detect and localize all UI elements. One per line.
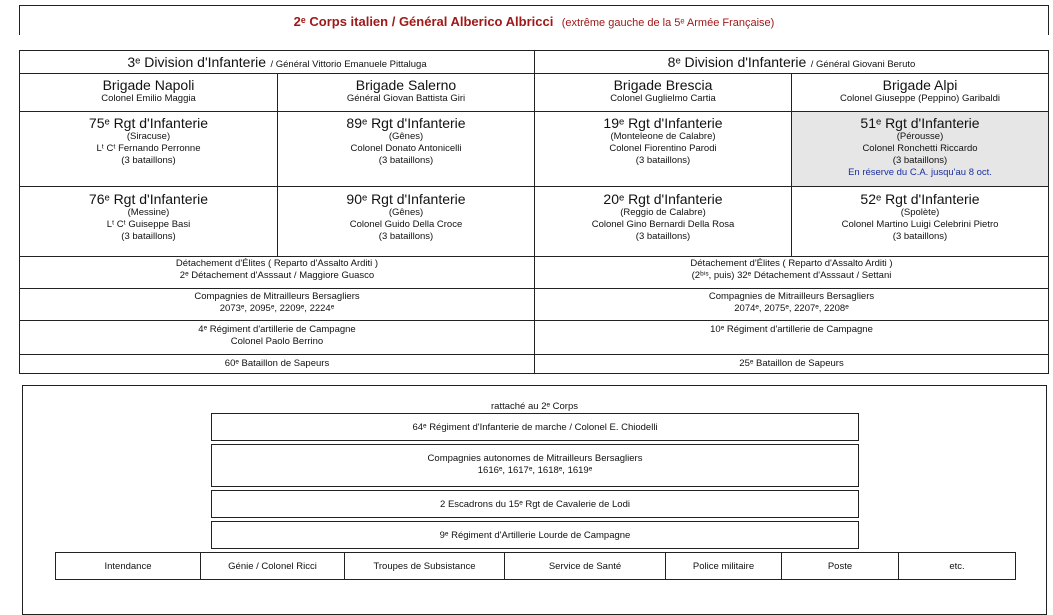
corps-troops-panel — [22, 385, 1047, 615]
brigade-brescia — [535, 77, 791, 105]
brigade-commander: Colonel Guglielmo Cartia — [610, 93, 716, 104]
elite-line-1: Détachement d'Élites ( Reparto d'Assalto Arditi ) — [175, 258, 379, 269]
mg-line-2: 2074ᵉ, 2075ᵉ, 2207ᵉ, 2208ᵉ — [734, 303, 849, 314]
division-8-sappers — [535, 358, 1048, 370]
regiment-52 — [792, 191, 1048, 243]
regiment-51 — [792, 112, 1048, 186]
brigade-commander: Colonel Emilio Maggia — [101, 93, 196, 104]
service-intendance: Intendance — [104, 561, 152, 572]
division-3-mg — [20, 291, 534, 315]
cavalry-label: 2 Escadrons du 15ᵉ Rgt de Cavalerie de Lodi — [440, 499, 630, 510]
regiment-name: 76ᵉ Rgt d'Infanterie — [88, 191, 209, 207]
heavy-artillery-label: 9ᵉ Régiment d'Artillerie Lourde de Campagne — [439, 530, 631, 541]
brigade-name: Brigade Alpi — [882, 77, 958, 93]
mg-line-2: 1616ᵉ, 1617ᵉ, 1618ᵉ, 1619ᵉ — [477, 465, 593, 476]
regiment-battalions: (3 bataillons) — [378, 231, 434, 242]
mg-line-1: Compagnies de Mitrailleurs Bersagliers — [708, 291, 875, 302]
regiment-19 — [535, 115, 791, 167]
regiment-origin: (Siracuse) — [126, 131, 171, 142]
regiment-commander: Lᵗ Cᵗ Fernando Perronne — [96, 143, 201, 154]
elite-line-2: (2ᵇⁱˢ, puis) 32ᵉ Détachement d'Asssaut / Settani — [691, 270, 892, 281]
regiment-name: 19ᵉ Rgt d'Infanterie — [603, 115, 723, 131]
header-line — [20, 13, 1048, 31]
divisions-table — [19, 50, 1049, 374]
brigade-napoli — [20, 77, 277, 105]
division-3-header — [20, 54, 534, 72]
regiment-origin: (Messine) — [127, 207, 170, 218]
regiment-89 — [278, 115, 534, 167]
regiment-origin: (Reggio de Calabre) — [620, 207, 706, 218]
elite-line-1: Détachement d'Élites ( Reparto d'Assalto Arditi ) — [690, 258, 893, 269]
regiment-battalions: (3 bataillons) — [121, 231, 176, 242]
artillery-line-2: Colonel Paolo Berrino — [230, 336, 324, 347]
regiment-commander: Lᵗ Cᵗ Guiseppe Basi — [106, 219, 191, 230]
brigade-commander: Général Giovan Battista Giri — [346, 93, 466, 104]
artillery-line-1: 10ᵉ Régiment d'artillerie de Campagne — [710, 324, 873, 335]
brigade-name: Brigade Napoli — [102, 77, 195, 93]
division-3-artillery — [20, 324, 534, 348]
division-3-commander: / Général Vittorio Emanuele Pittaluga — [270, 59, 427, 70]
regiment-commander: Colonel Guido Della Croce — [349, 219, 463, 230]
regiment-20 — [535, 191, 791, 243]
brigade-name: Brigade Salerno — [355, 77, 457, 93]
regiment-origin: (Spolète) — [900, 207, 940, 218]
regiment-75 — [20, 115, 277, 167]
service-genie: Génie / Colonel Ricci — [228, 561, 317, 572]
regiment-battalions: (3 bataillons) — [635, 231, 691, 242]
regiment-commander: Colonel Gino Bernardi Della Rosa — [591, 219, 735, 230]
regiment-commander: Colonel Fiorentino Parodi — [609, 143, 717, 154]
division-8-elite — [535, 258, 1048, 282]
regiment-origin: (Gênes) — [388, 207, 424, 218]
regiment-origin: (Pérousse) — [896, 131, 944, 142]
reg64-label: 64ᵉ Régiment d'Infanterie de marche / Colonel E. Chiodelli — [412, 422, 658, 433]
sappers-label: 60ᵉ Bataillon de Sapeurs — [224, 358, 330, 369]
brigade-salerno — [278, 77, 534, 105]
service-police: Police militaire — [692, 561, 755, 572]
division-8-mg — [535, 291, 1048, 315]
division-8-commander: / Général Giovani Beruto — [810, 59, 916, 70]
regiment-name: 51ᵉ Rgt d'Infanterie — [860, 115, 980, 131]
artillery-line-1: 4ᵉ Régiment d'artillerie de Campagne — [198, 324, 356, 335]
regiment-name: 20ᵉ Rgt d'Infanterie — [603, 191, 723, 207]
mg-line-1: Compagnies de Mitrailleurs Bersagliers — [194, 291, 360, 302]
brigade-name: Brigade Brescia — [613, 77, 713, 93]
sappers-label: 25ᵉ Bataillon de Sapeurs — [739, 358, 844, 369]
regiment-commander: Colonel Donato Antonicelli — [350, 143, 462, 154]
regiment-battalions: (3 bataillons) — [635, 155, 691, 166]
corps-mg-text — [212, 453, 858, 477]
brigade-commander: Colonel Giuseppe (Peppino) Garibaldi — [839, 93, 1000, 104]
division-8-artillery — [535, 324, 1048, 336]
regiment-battalions: (3 bataillons) — [121, 155, 176, 166]
corps-subtitle: (extrême gauche de la 5ᵉ Armée Française) — [561, 17, 775, 29]
regiment-name: 89ᵉ Rgt d'Infanterie — [346, 115, 466, 131]
regiment-battalions: (3 bataillons) — [892, 155, 948, 166]
division-3-sappers — [20, 358, 534, 370]
regiment-commander: Colonel Martino Luigi Celebrini Pietro — [841, 219, 999, 230]
corps-cavalry-box — [211, 490, 859, 518]
service-poste: Poste — [827, 561, 853, 572]
regiment-battalions: (3 bataillons) — [378, 155, 434, 166]
service-etc: etc. — [949, 561, 965, 572]
brigade-alpi — [792, 77, 1048, 105]
division-8-header — [535, 54, 1048, 72]
regiment-origin: (Gênes) — [388, 131, 424, 142]
elite-line-2: 2ᵉ Détachement d'Asssaut / Maggiore Guasco — [179, 270, 375, 281]
division-3-name: 3ᵉ Division d'Infanterie — [127, 54, 267, 70]
attached-label: rattaché au 2ᵉ Corps — [491, 401, 578, 412]
header-box — [19, 5, 1049, 35]
corps-title: 2ᵉ Corps italien / Général Alberico Albricci — [293, 14, 554, 29]
corps-reg64-box — [211, 413, 859, 441]
regiment-origin: (Monteleone de Calabre) — [610, 131, 716, 142]
regiment-commander: Colonel Ronchetti Riccardo — [862, 143, 978, 154]
regiment-name: 90ᵉ Rgt d'Infanterie — [346, 191, 466, 207]
corps-artillery-box — [211, 521, 859, 549]
regiment-name: 52ᵉ Rgt d'Infanterie — [860, 191, 980, 207]
regiment-76 — [20, 191, 277, 243]
service-subsistance: Troupes de Subsistance — [373, 561, 476, 572]
services-row — [55, 552, 1016, 580]
corps-mg-box — [211, 444, 859, 487]
regiment-name: 75ᵉ Rgt d'Infanterie — [88, 115, 209, 131]
mg-line-2: 2073ᵉ, 2095ᵉ, 2209ᵉ, 2224ᵉ — [219, 303, 335, 314]
division-8-name: 8ᵉ Division d'Infanterie — [667, 54, 807, 70]
service-sante: Service de Santé — [548, 561, 622, 572]
regiment-reserve-note: En réserve du C.A. jusqu'au 8 oct. — [848, 167, 992, 178]
regiment-90 — [278, 191, 534, 243]
mg-line-1: Compagnies autonomes de Mitrailleurs Bersagliers — [427, 453, 643, 464]
regiment-battalions: (3 bataillons) — [892, 231, 948, 242]
division-3-elite — [20, 258, 534, 282]
